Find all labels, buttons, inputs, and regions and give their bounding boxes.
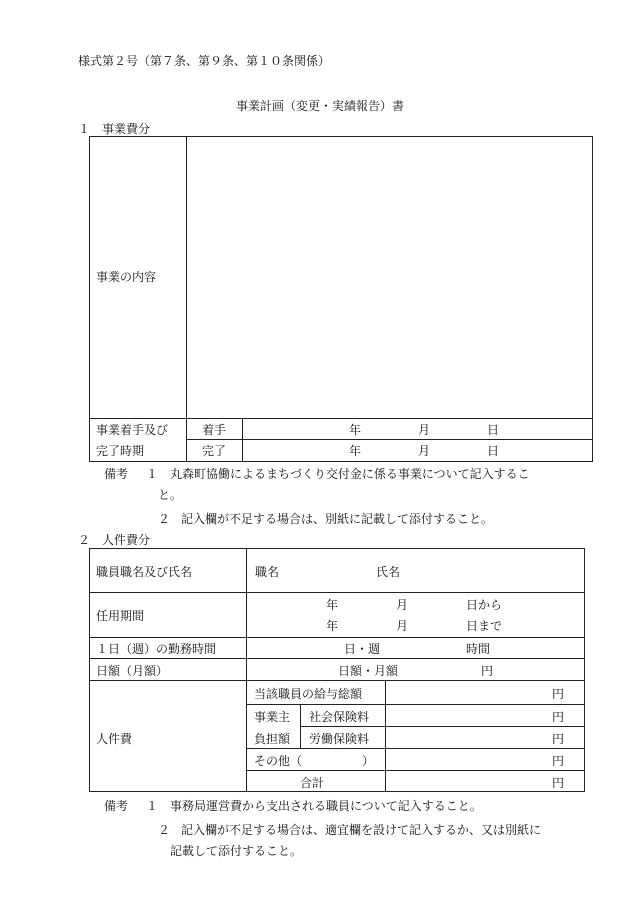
term-to-year: 年	[326, 619, 339, 633]
hours-unit: 時間	[466, 642, 491, 656]
end-year: 年	[349, 444, 362, 458]
labor-yen: 円	[552, 732, 565, 746]
other-yen: 円	[552, 754, 565, 768]
end-label: 完了	[202, 444, 227, 458]
remark2-1-num: １	[146, 799, 159, 813]
remark1-2-num: ２	[158, 512, 171, 526]
term-from-day: 日から	[466, 598, 503, 612]
table1-subrow-divider	[186, 439, 593, 440]
table2-row3	[89, 658, 585, 659]
start-day: 日	[487, 423, 500, 437]
content-label: 事業の内容	[96, 270, 157, 284]
table2-row2	[89, 637, 585, 638]
social-yen: 円	[552, 710, 565, 724]
total-yen: 円	[552, 776, 565, 790]
remark2-2-num: ２	[158, 823, 171, 837]
total-label: 合計	[300, 776, 325, 790]
title-label: 職名	[255, 565, 280, 579]
remark1-label: 備考	[104, 467, 129, 481]
doc-title: 事業計画（変更・実績報告）書	[236, 99, 405, 113]
table2-row4	[89, 680, 585, 681]
term-to-month: 月	[396, 619, 409, 633]
labor-insurance-label: 労働保険料	[309, 732, 370, 746]
form-number: 様式第２号（第７条、第９条、第１０条関係）	[78, 54, 331, 68]
start-month: 月	[418, 423, 431, 437]
end-day: 日	[487, 444, 500, 458]
remark2-2-line1: 記入欄が不足する場合は、適宜欄を設けて記入するか、又は別紙に	[181, 823, 542, 837]
term-from-year: 年	[326, 598, 339, 612]
remark1-1-num: １	[146, 467, 159, 481]
cost-label: 人件費	[96, 732, 133, 746]
table2-col-divider	[246, 548, 247, 792]
daily-label: 日額（月額）	[96, 664, 169, 678]
start-year: 年	[349, 423, 362, 437]
daily-monthly: 日額・月額	[338, 664, 399, 678]
table1-row-divider	[89, 418, 593, 419]
employer-label-2: 負担額	[254, 732, 291, 746]
section2-heading: ２ 人件費分	[78, 533, 151, 547]
day-week: 日・週	[344, 642, 381, 656]
project-cost-table	[89, 136, 593, 462]
table2-subrow1	[246, 704, 585, 705]
start-label: 着手	[202, 423, 227, 437]
name-label: 氏名	[376, 565, 401, 579]
remark1-1-line2: と。	[158, 488, 183, 502]
table2-subrow3	[246, 748, 585, 749]
salary-yen: 円	[552, 687, 565, 701]
term-label: 任用期間	[96, 609, 145, 623]
term-to-day: 日まで	[466, 619, 503, 633]
social-insurance-label: 社会保険料	[309, 710, 370, 724]
table1-sub-col-divider	[242, 418, 243, 462]
daily-yen: 円	[481, 664, 494, 678]
hours-label: １日（週）の勤務時間	[96, 642, 217, 656]
staff-label: 職員職名及び氏名	[96, 565, 193, 579]
remark2-2-line2: 記載して添付すること。	[170, 844, 303, 858]
table2-subrow2	[300, 726, 585, 727]
salary-label: 当該職員の給与総額	[254, 687, 363, 701]
remark2-label: 備考	[104, 799, 129, 813]
employer-label-1: 事業主	[254, 710, 291, 724]
remark1-2-text: 記入欄が不足する場合は、別紙に記載して添付すること。	[181, 512, 494, 526]
table2-amount-col	[385, 680, 386, 792]
section1-heading: １ 事業費分	[78, 122, 151, 136]
remark1-1-line1: 丸森町協働によるまちづくり交付金に係る事業について記入するこ	[170, 467, 530, 481]
term-from-month: 月	[396, 598, 409, 612]
table1-col-divider	[186, 136, 187, 462]
period-label-2: 完了時期	[96, 444, 145, 458]
table2-row1	[89, 592, 585, 593]
other-label: その他（ ）	[254, 754, 375, 768]
period-label-1: 事業着手及び	[96, 423, 169, 437]
table2-subrow4	[246, 770, 585, 771]
table2-employer-col	[300, 704, 301, 748]
end-month: 月	[418, 444, 431, 458]
remark2-1-text: 事務局運営費から支出される職員について記入すること。	[170, 799, 482, 813]
